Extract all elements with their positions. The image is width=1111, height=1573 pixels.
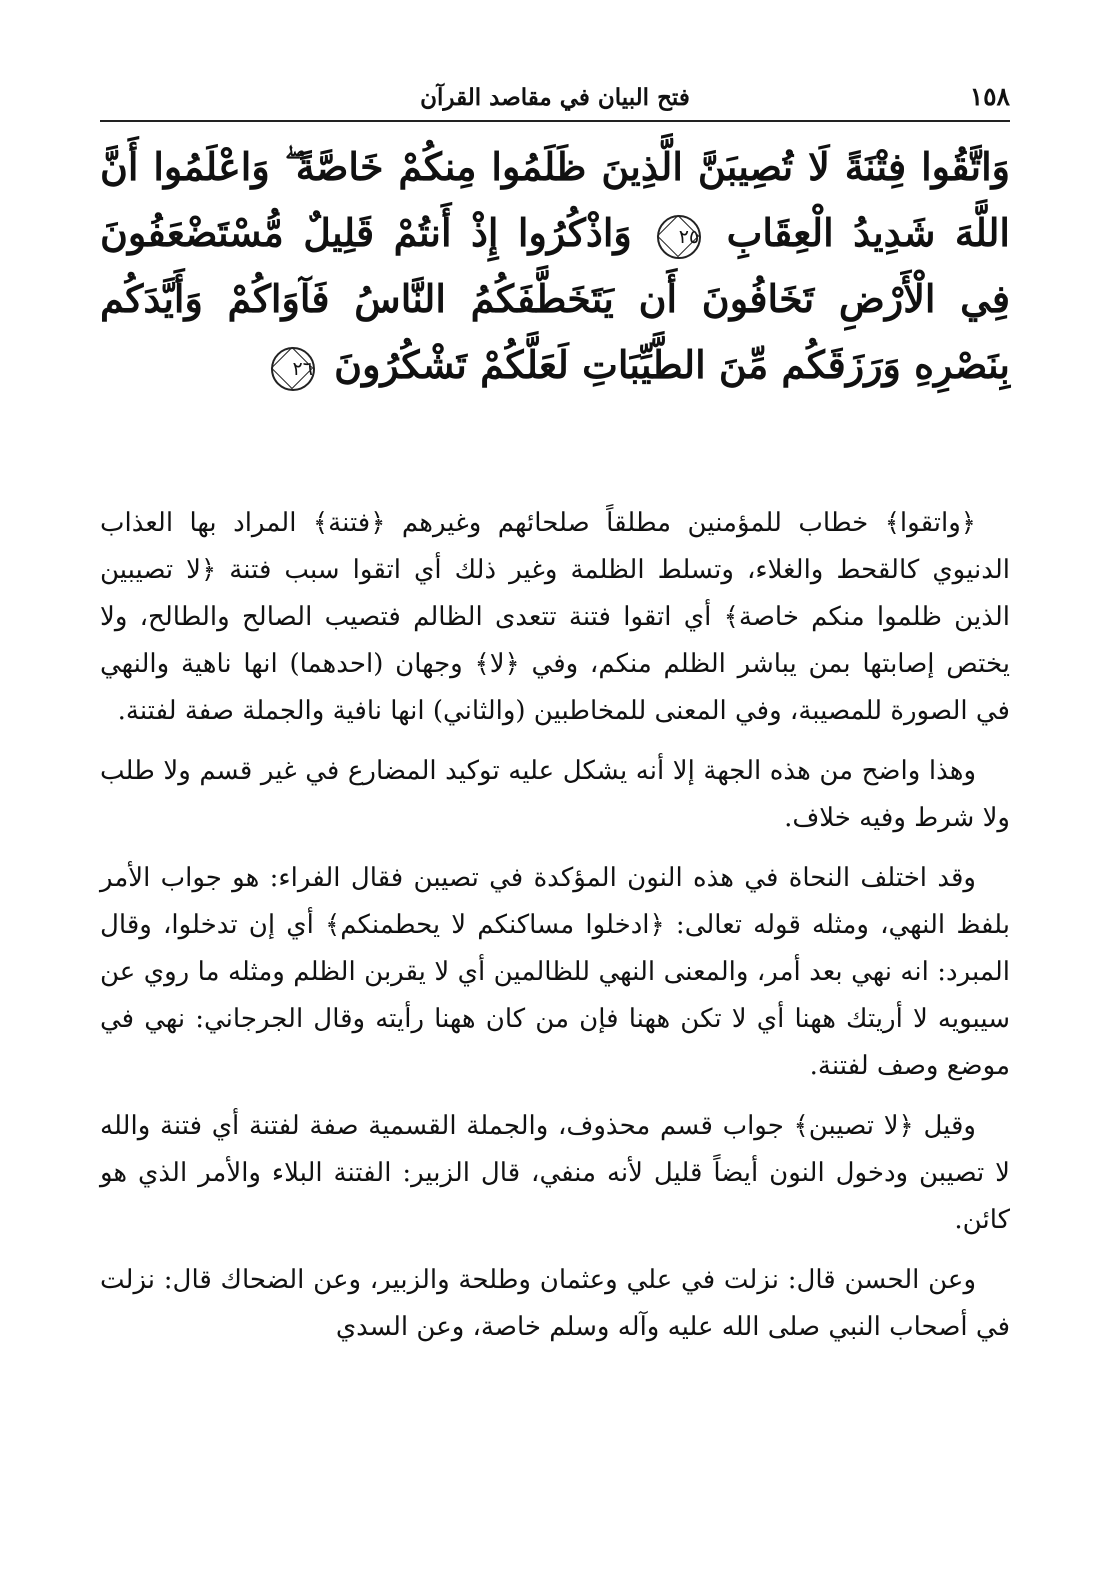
quran-verses [100, 134, 1010, 398]
ayah-number-marker: ٢٦ [271, 347, 315, 391]
paragraph: وقيل ﴿لا تصيبن﴾ جواب قسم محذوف، والجملة القسمية صفة لفتنة أي فتنة والله لا تصيبن ودخول النون أيضاً قليل لأنه منفي، قال الزبير: الفتنة البلاء والأمر الذي هو كائن. [100, 1111, 1010, 1235]
commentary-body [100, 500, 1010, 1364]
ayah-number-marker: ٢٥ [657, 215, 701, 259]
verse-text: وَاتَّقُوا فِتْنَةً لَا تُصِيبَنَّ الَّذِينَ ظَلَمُوا مِنكُمْ خَاصَّةً ۖ وَاعْلَمُوا أَنَّ اللَّهَ شَدِيدُ الْعِقَابِ [100, 144, 1010, 255]
paragraph: وعن الحسن قال: نزلت في علي وعثمان وطلحة والزبير، وعن الضحاك قال: نزلت في أصحاب النبي صلى الله عليه وآله وسلم خاصة، وعن السدي [100, 1265, 1010, 1342]
paragraph: ﴿واتقوا﴾ خطاب للمؤمنين مطلقاً صلحائهم وغيرهم ﴿فتنة﴾ المراد بها العذاب الدنيوي كالقحط والغلاء، وتسلط الظلمة وغير ذلك أي اتقوا سبب فتنة ﴿لا تصيبين الذين ظلموا منكم خاصة﴾ أي اتقوا فتنة تتعدى الظالم فتصيب الصالح والطالح، ولا يختص إصابتها بمن يباشر الظلم منكم، وفي ﴿لا﴾ وجهان (احدهما) انها ناهية والنهي في الصورة للمصيبة، وفي المعنى للمخاطبين (والثاني) انها نافية والجملة صفة لفتنة. [100, 508, 1010, 726]
page-number: ١٥٨ [969, 82, 1010, 111]
paragraph: وقد اختلف النحاة في هذه النون المؤكدة في تصيبن فقال الفراء: هو جواب الأمر بلفظ النهي، ومثله قوله تعالى: ﴿ادخلوا مساكنكم لا يحطمنكم﴾ أي إن تدخلوا، وقال المبرد: انه نهي بعد أمر، والمعنى النهي للظالمين أي لا يقربن الظلم ومثله ما روي عن سيبويه لا أريتك ههنا أي لا تكن ههنا فإن من كان ههنا رأيته وقال الجرجاني: نهي في موضع وصف لفتنة. [100, 863, 1010, 1081]
paragraph: وهذا واضح من هذه الجهة إلا أنه يشكل عليه توكيد المضارع في غير قسم ولا طلب ولا شرط وفيه خلاف. [100, 756, 1010, 833]
verse-text: وَاذْكُرُوا إِذْ أَنتُمْ قَلِيلٌ مُّسْتَضْعَفُونَ فِي الْأَرْضِ تَخَافُونَ أَن يَتَخَطَّفَكُمُ النَّاسُ فَآوَاكُمْ وَأَيَّدَكُم بِنَصْرِهِ وَرَزَقَكُم مِّنَ الطَّيِّبَاتِ لَعَلَّكُمْ تَشْكُرُونَ [100, 210, 1010, 387]
running-title: فتح البيان في مقاصد القرآن [420, 84, 690, 111]
page-header [100, 80, 1010, 122]
